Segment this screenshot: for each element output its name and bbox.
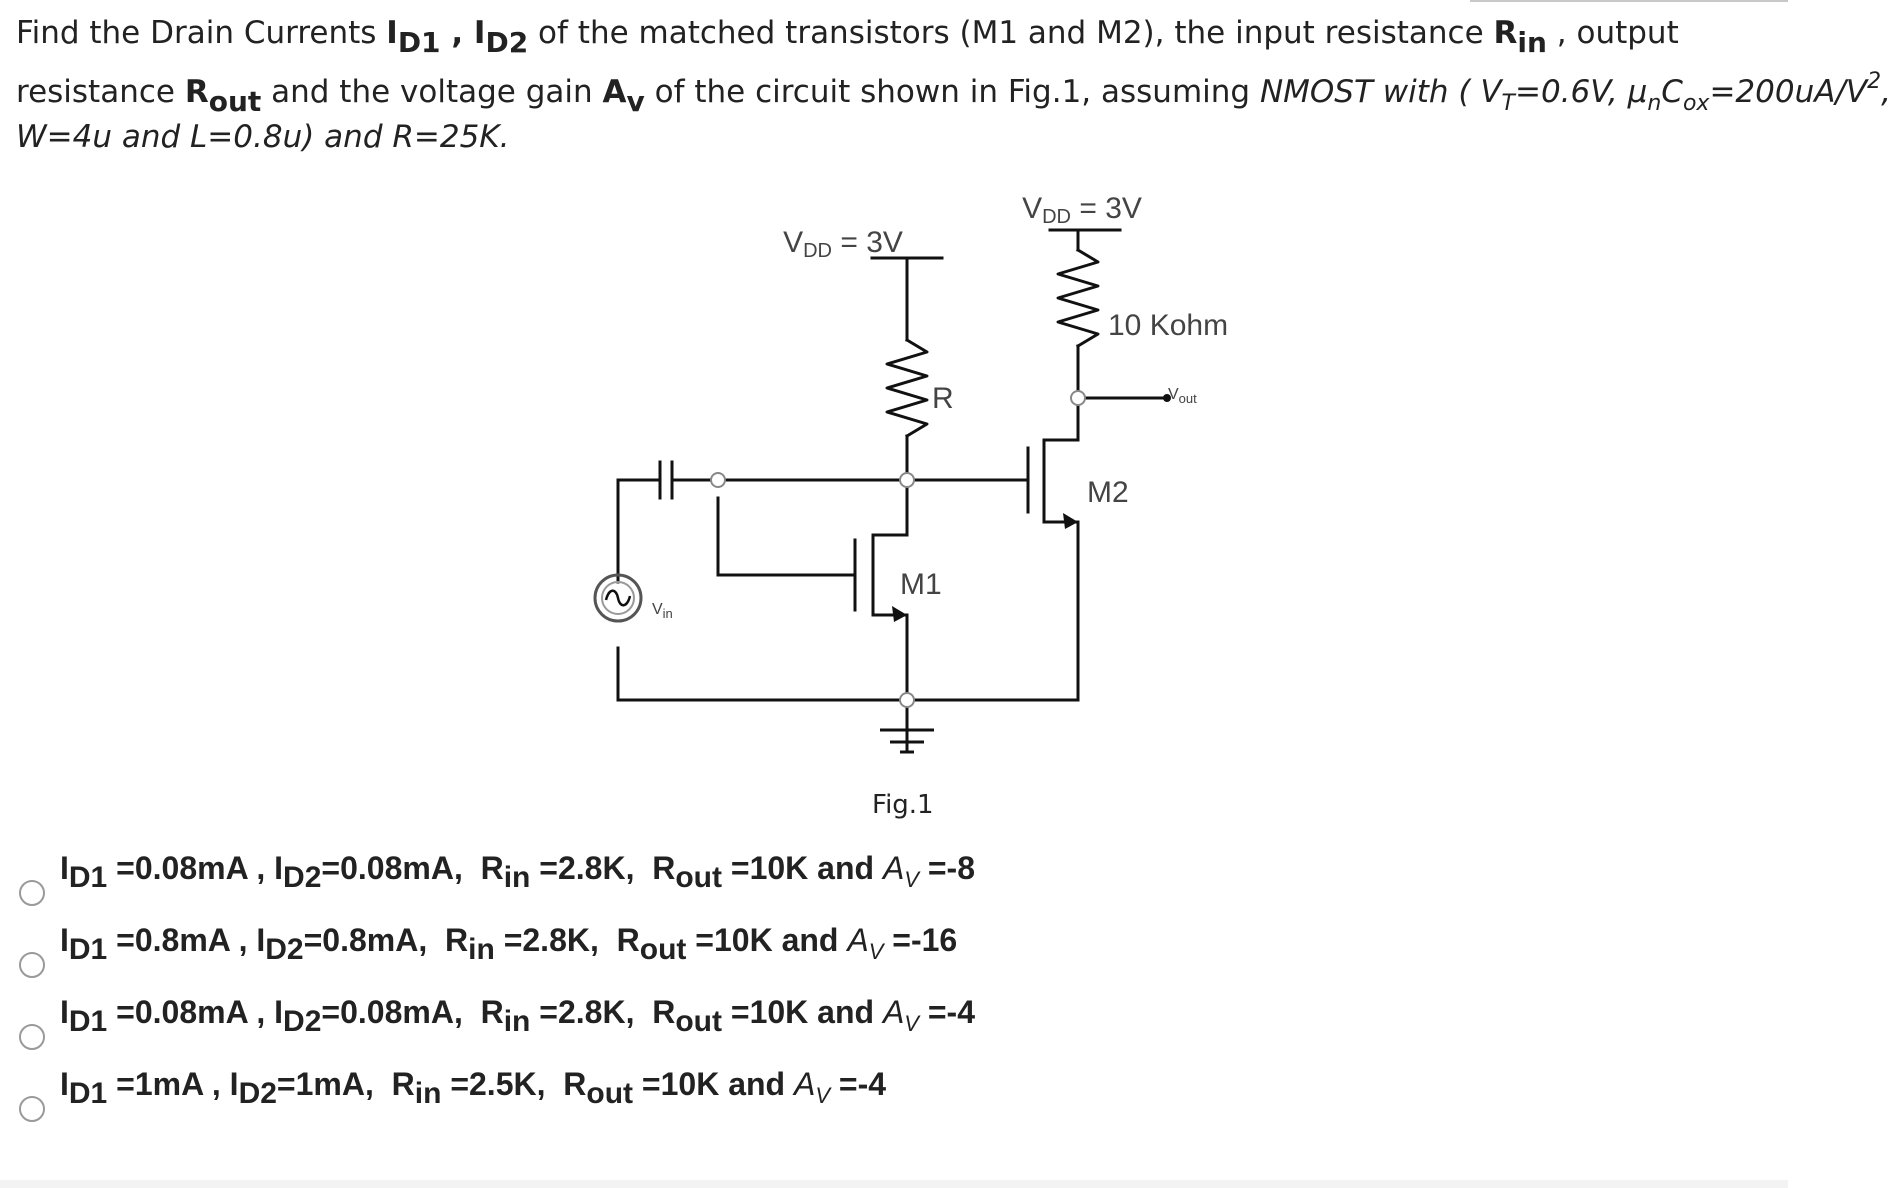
vdd-right-label: VDD = 3V — [1022, 192, 1142, 228]
option-av: A — [882, 850, 905, 886]
question-segment: of the circuit shown in Fig.1, assuming — [644, 74, 1260, 110]
option-id1: I — [60, 1066, 69, 1102]
option-av: A — [847, 922, 869, 958]
option-id2: I — [229, 1066, 239, 1102]
option-id2: I — [274, 850, 284, 886]
option-av: A — [793, 1066, 816, 1102]
option-rin: R — [480, 994, 504, 1030]
option-rout-sub: out — [639, 933, 687, 966]
radio-button[interactable] — [19, 1024, 45, 1050]
option-rout-value: =10K and — [721, 850, 883, 886]
bottom-band — [0, 1180, 1788, 1188]
option-rin-sub: in — [503, 1005, 531, 1038]
option-rout-sub: out — [675, 1005, 722, 1038]
option-rout-value: =10K and — [686, 922, 848, 958]
option-id2-sub: D2 — [283, 1005, 322, 1038]
option-rin-value: =2.5K, — [441, 1066, 555, 1102]
r-label: R — [932, 382, 954, 415]
option-id1-value: =0.08mA , — [107, 994, 275, 1030]
answer-option-1[interactable] — [0, 850, 1100, 910]
resistor-r — [887, 340, 927, 436]
symbol-id1: I — [386, 15, 398, 51]
figure-caption: Fig.1 — [872, 790, 934, 820]
option-rin-sub: in — [414, 1077, 442, 1110]
question-segment: , output — [1546, 15, 1679, 51]
option-id1-value: =1mA , — [107, 1066, 230, 1102]
option-av-sub: V — [868, 939, 884, 964]
vin-label: $V_{in}$ — [652, 601, 673, 621]
m1-arrow — [892, 606, 907, 622]
option-rout-sub: out — [675, 861, 722, 894]
question-italic: =0.6V, μ — [1514, 74, 1648, 110]
option-rin: R — [480, 850, 504, 886]
option-id1-sub: D1 — [68, 1005, 108, 1038]
separator: , — [440, 15, 474, 51]
option-id1-sub: D1 — [68, 1077, 108, 1110]
option-av-value: =-4 — [830, 1066, 887, 1102]
symbol-id1-sub: D1 — [397, 26, 441, 59]
node-dot — [711, 473, 725, 487]
m2-arrow — [1063, 513, 1078, 529]
symbol-rout: R — [184, 74, 209, 110]
symbol-rout-sub: out — [208, 85, 262, 118]
option-rin: R — [445, 922, 469, 958]
symbol-cox: C — [1661, 74, 1683, 110]
answer-option-text — [60, 1066, 887, 1110]
ac-source-icon — [595, 575, 641, 621]
option-rout: R — [563, 1066, 587, 1102]
symbol-rin: R — [1493, 15, 1518, 51]
vout-label: $V_{out}$ — [1168, 386, 1197, 406]
answer-option-4[interactable] — [0, 1066, 1100, 1126]
node-dot — [900, 473, 914, 487]
symbol-id2-sub: D2 — [485, 26, 529, 59]
vdd-left-label: VDD = 3V — [783, 226, 903, 262]
r2-label: 10 Kohm — [1108, 309, 1229, 342]
option-id2-value: =0.08mA, — [321, 850, 472, 886]
option-rout: R — [652, 994, 676, 1030]
option-rout-value: =10K and — [721, 994, 883, 1030]
option-id1-value: =0.08mA , — [107, 850, 275, 886]
option-id2-sub: D2 — [238, 1077, 277, 1110]
m1-label: M1 — [900, 568, 942, 601]
symbol-id2: I — [473, 15, 486, 51]
option-rin: R — [391, 1066, 415, 1102]
option-rout-value: =10K and — [633, 1066, 794, 1102]
answer-option-3[interactable] — [0, 994, 1100, 1054]
radio-button[interactable] — [19, 952, 45, 978]
option-id1-value: =0.8mA , — [107, 922, 257, 958]
option-id1-sub: D1 — [68, 933, 108, 966]
question-segment: Find the Drain Currents — [16, 15, 387, 51]
option-id2-sub: D2 — [265, 933, 304, 966]
option-av-value: =-8 — [918, 850, 975, 886]
option-rin-sub: in — [468, 933, 495, 966]
option-id2-sub: D2 — [283, 861, 322, 894]
node-dot — [900, 693, 914, 707]
option-id1-sub: D1 — [68, 861, 108, 894]
option-av: A — [882, 994, 905, 1030]
option-id2-value: =0.8mA, — [303, 922, 437, 958]
question-italic: NMOST with ( V — [1259, 74, 1502, 110]
question-segment: of the matched transistors (M1 and M2), the input resistance — [528, 15, 1494, 51]
option-av-value: =-4 — [918, 994, 975, 1030]
option-rin-value: =2.8K, — [530, 850, 644, 886]
question-italic: , — [1881, 74, 1891, 110]
radio-button[interactable] — [19, 880, 45, 906]
option-rin-sub: in — [503, 861, 531, 894]
question-segment: resistance — [16, 74, 185, 110]
option-rin-value: =2.8K, — [494, 922, 608, 958]
mu-sub: n — [1647, 91, 1662, 116]
option-rout-sub: out — [586, 1077, 634, 1110]
option-id1: I — [60, 922, 69, 958]
option-id2-value: =0.08mA, — [321, 994, 472, 1030]
option-rout: R — [652, 850, 676, 886]
option-id1: I — [60, 850, 69, 886]
symbol-rin-sub: in — [1517, 26, 1547, 59]
option-id2: I — [256, 922, 266, 958]
answer-option-text — [60, 850, 975, 894]
option-rin-value: =2.8K, — [530, 994, 644, 1030]
symbol-av-sub: v — [626, 85, 645, 118]
option-av-sub: V — [904, 1011, 919, 1036]
question-segment: and the voltage gain — [261, 74, 603, 110]
option-av-value: =-16 — [883, 922, 958, 958]
resistor-10k — [1058, 250, 1098, 346]
v-sup: 2 — [1867, 69, 1882, 94]
option-av-sub: V — [904, 867, 919, 892]
option-id2: I — [274, 994, 284, 1030]
symbol-av: A — [602, 74, 627, 110]
option-id1: I — [60, 994, 69, 1030]
question-line-3: W=4u and L=0.8u) and R=25K. — [16, 119, 510, 155]
node-dot — [1071, 391, 1085, 405]
radio-button[interactable] — [19, 1096, 45, 1122]
cox-sub: ox — [1682, 91, 1710, 116]
question-italic: =200uA/V — [1709, 74, 1868, 110]
option-rout: R — [616, 922, 640, 958]
answer-option-text — [60, 922, 958, 966]
vt-sub: T — [1501, 91, 1515, 116]
option-id2-value: =1mA, — [276, 1066, 383, 1102]
answer-option-text — [60, 994, 975, 1038]
option-av-sub: V — [815, 1083, 830, 1108]
m2-label: M2 — [1087, 476, 1129, 509]
answer-option-2[interactable] — [0, 922, 1100, 982]
